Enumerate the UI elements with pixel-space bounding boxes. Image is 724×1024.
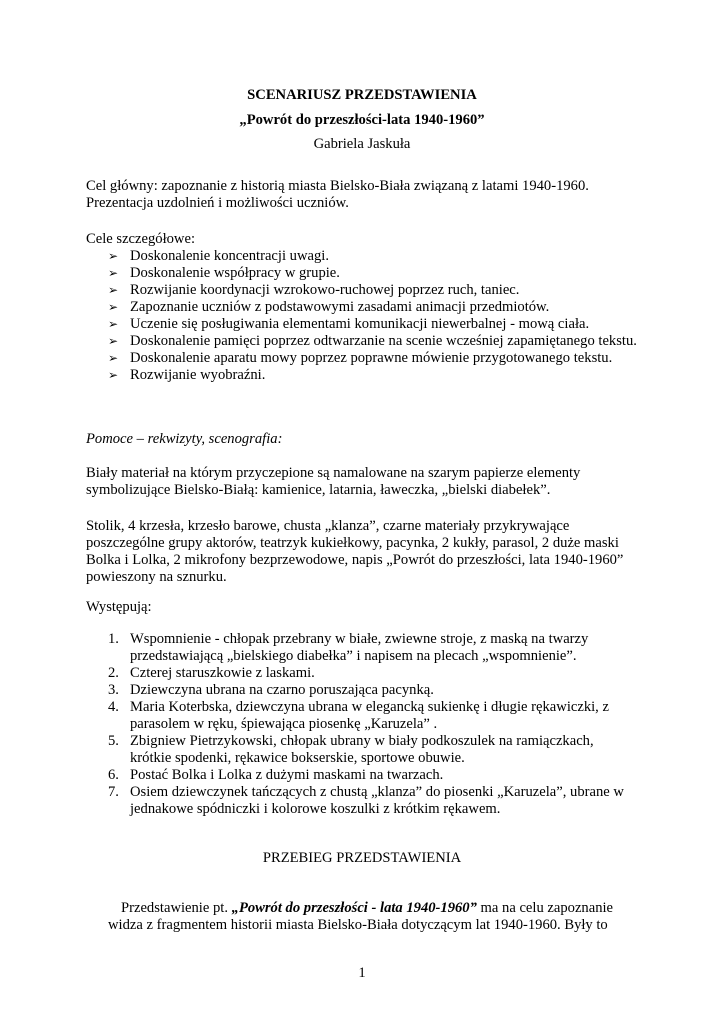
list-item: 7. Osiem dziewczynek tańczących z chustą „klanza” do piosenki „Karuzela”, ubrane w jednakowe spódniczki i kolorowe koszulki z krótkim rękawem. (108, 784, 624, 817)
objectives-heading: Cele szczegółowe: (86, 231, 195, 247)
list-item: 3. Dziewczyna ubrana na czarno poruszająca pacynką. (108, 682, 434, 698)
document-subtitle: „Powrót do przeszłości-lata 1940-1960” (239, 112, 485, 128)
arrow-bullet-icon: ➢ (108, 266, 119, 280)
aids-para1-line: symbolizujące Bielsko-Białą: kamienice, latarnia, ławeczka, „bielski diabełek”. (86, 482, 551, 498)
aids-heading: Pomoce – rekwizyty, scenografia: (86, 431, 283, 447)
cast-heading: Występują: (86, 599, 152, 615)
objectives-list (108, 248, 637, 384)
arrow-bullet-icon: ➢ (108, 249, 119, 263)
aids-para2-line: powieszony na sznurku. (86, 569, 227, 585)
list-item: ➢ Rozwijanie wyobraźni. (108, 367, 266, 383)
play-title: „Powrót do przeszłości - lata 1940-1960” (231, 900, 477, 916)
aids-para2-line: poszczególne grupy aktorów, teatrzyk kukiełkowy, pacynka, 2 kukły, parasol, 2 duże maski (86, 535, 619, 551)
page-number: 1 (358, 965, 366, 981)
course-line-1: Przedstawienie pt. „Powrót do przeszłości - lata 1940-1960” ma na celu zapoznanie (121, 900, 614, 916)
document-author: Gabriela Jaskuła (313, 136, 411, 152)
aids-para2-line: Stolik, 4 krzesła, krzesło barowe, chusta „klanza”, czarne materiały przykrywające (86, 518, 570, 534)
list-item: 5. Zbigniew Pietrzykowski, chłopak ubrany w biały podkoszulek na ramiączkach, krótkie spodenki, rękawice bokserskie, sportowe obuwie. (108, 733, 594, 766)
arrow-bullet-icon: ➢ (108, 300, 119, 314)
list-item: 4. Maria Koterbska, dziewczyna ubrana w elegancką sukienkę i długie rękawiczki, z parasolem w ręku, śpiewająca piosenkę „Karuzela” . (108, 699, 609, 732)
list-item: ➢ Rozwijanie koordynacji wzrokowo-ruchowej poprzez ruch, taniec. (108, 282, 520, 298)
course-line-2: widza z fragmentem historii miasta Bielsko-Biała dotyczącym lat 1940-1960. Były to (108, 917, 608, 933)
cast-list (108, 631, 624, 818)
list-item: 1. Wspomnienie - chłopak przebrany w białe, zwiewne stroje, z maską na twarzy przedstawiającą „bielskiego diabełka” i napisem na plecach „wspomnienie”. (108, 631, 589, 664)
aids-para1-line: Biały materiał na którym przyczepione są namalowane na szarym papierze elementy (86, 465, 581, 481)
list-item: ➢ Doskonalenie koncentracji uwagi. (108, 248, 329, 264)
arrow-bullet-icon: ➢ (108, 334, 119, 348)
arrow-bullet-icon: ➢ (108, 351, 119, 365)
list-item: ➢ Zapoznanie uczniów z podstawowymi zasadami animacji przedmiotów. (108, 299, 550, 315)
list-item: ➢ Doskonalenie współpracy w grupie. (108, 265, 340, 281)
list-item: ➢ Doskonalenie pamięci poprzez odtwarzanie na scenie wcześniej zapamiętanego tekstu. (108, 333, 637, 349)
arrow-bullet-icon: ➢ (108, 317, 119, 331)
document-title: SCENARIUSZ PRZEDSTAWIENIA (247, 87, 477, 103)
goal-line-2: Prezentacja uzdolnień i możliwości uczniów. (86, 195, 349, 211)
list-item: 2. Czterej staruszkowie z laskami. (108, 665, 315, 681)
arrow-bullet-icon: ➢ (108, 368, 119, 382)
course-heading: PRZEBIEG PRZEDSTAWIENIA (262, 850, 462, 866)
aids-para2-line: Bolka i Lolka, 2 mikrofony bezprzewodowe, napis „Powrót do przeszłości, lata 1940-1960” (86, 552, 624, 568)
arrow-bullet-icon: ➢ (108, 283, 119, 297)
list-item: ➢ Doskonalenie aparatu mowy poprzez poprawne mówienie przygotowanego tekstu. (108, 350, 613, 366)
goal-line-1: Cel główny: zapoznanie z historią miasta Bielsko-Biała związaną z latami 1940-1960. (86, 178, 589, 194)
list-item: ➢ Uczenie się posługiwania elementami komunikacji niewerbalnej - mową ciała. (108, 316, 590, 332)
list-item: 6. Postać Bolka i Lolka z dużymi maskami na twarzach. (108, 767, 444, 783)
